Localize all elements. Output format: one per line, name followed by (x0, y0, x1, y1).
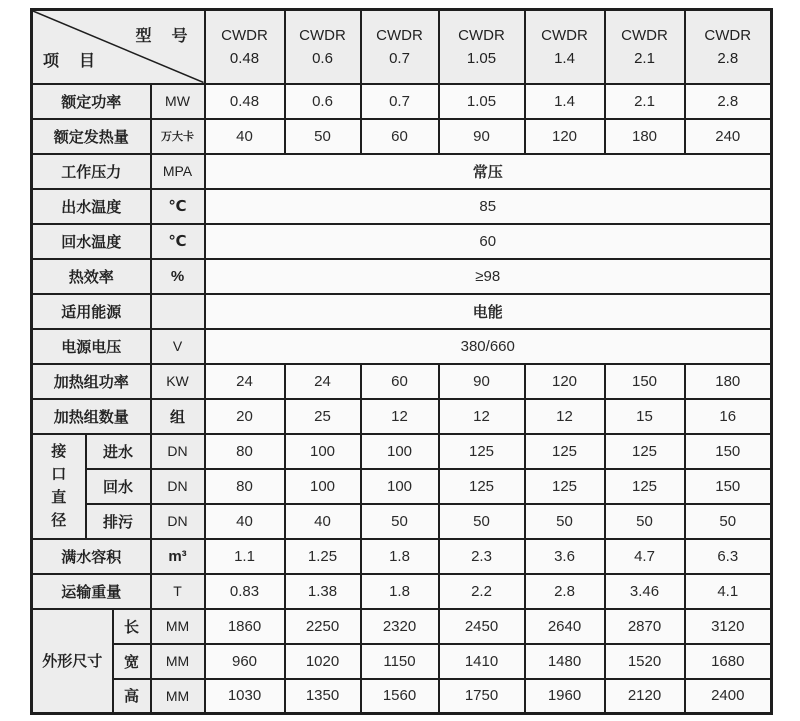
model-series: CWDR (299, 26, 346, 44)
value-cell: 50 (361, 504, 439, 539)
model-size: 0.7 (389, 49, 410, 67)
value-cell: 1350 (285, 679, 361, 714)
value-cell: 50 (439, 504, 525, 539)
value-cell: 20 (205, 399, 285, 434)
model-series: CWDR (621, 26, 668, 44)
model-series: CWDR (458, 26, 505, 44)
supply-voltage-value: 380/660 (205, 329, 772, 364)
value-cell: 960 (205, 644, 285, 679)
value-cell: 3120 (685, 609, 772, 644)
value-cell: 150 (685, 434, 772, 469)
table-row-dim-width (32, 644, 772, 679)
table-row-heating-group-power (32, 364, 772, 399)
return-temp-label: 回水温度 (32, 224, 151, 259)
value-cell: 125 (439, 469, 525, 504)
value-cell: 1.38 (285, 574, 361, 609)
model-header (285, 10, 361, 84)
pipe-drain-unit: DN (151, 504, 205, 539)
value-cell: 90 (439, 119, 525, 154)
energy-source-unit (151, 294, 205, 329)
header-row (32, 10, 772, 84)
model-header (439, 10, 525, 84)
value-cell: 3.6 (525, 539, 605, 574)
value-cell: 15 (605, 399, 685, 434)
thermal-efficiency-unit: % (151, 259, 205, 294)
value-cell: 2400 (685, 679, 772, 714)
value-cell: 150 (685, 469, 772, 504)
value-cell: 125 (525, 434, 605, 469)
transport-weight-unit: T (151, 574, 205, 609)
value-cell: 1150 (361, 644, 439, 679)
corner-model-label: 型 号 (135, 28, 190, 45)
value-cell: 50 (685, 504, 772, 539)
value-cell: 90 (439, 364, 525, 399)
value-cell: 24 (205, 364, 285, 399)
rated-power-unit: MW (151, 84, 205, 119)
value-cell: 240 (685, 119, 772, 154)
transport-weight-label: 运输重量 (32, 574, 151, 609)
value-cell: 125 (439, 434, 525, 469)
value-cell: 2.2 (439, 574, 525, 609)
table-row-outlet-temp (32, 189, 772, 224)
model-size: 1.05 (466, 49, 497, 67)
value-cell: 125 (605, 434, 685, 469)
corner-item-label: 项 目 (43, 52, 98, 70)
value-cell: 60 (361, 364, 439, 399)
spec-table (30, 8, 773, 715)
value-cell: 100 (285, 434, 361, 469)
value-cell: 4.7 (605, 539, 685, 574)
table-row-energy-source (32, 294, 772, 329)
dim-width-unit: MM (151, 644, 205, 679)
model-series: CWDR (221, 26, 268, 44)
value-cell: 50 (525, 504, 605, 539)
table-row-working-pressure (32, 154, 772, 189)
value-cell: 1860 (205, 609, 285, 644)
table-row-pipe-drain (32, 504, 772, 539)
value-cell: 1.05 (439, 84, 525, 119)
value-cell: 1.8 (361, 539, 439, 574)
dim-width-label: 宽 (113, 644, 151, 679)
value-cell: 125 (525, 469, 605, 504)
model-size: 2.8 (717, 49, 739, 67)
value-cell: 1.8 (361, 574, 439, 609)
value-cell: 1560 (361, 679, 439, 714)
value-cell: 2.8 (685, 84, 772, 119)
value-cell: 1030 (205, 679, 285, 714)
table-row-thermal-efficiency (32, 259, 772, 294)
dim-height-unit: MM (151, 679, 205, 714)
value-cell: 16 (685, 399, 772, 434)
table-row-rated-heat (32, 119, 772, 154)
outlet-temp-unit: ℃ (151, 189, 205, 224)
value-cell: 1520 (605, 644, 685, 679)
working-pressure-value: 常压 (205, 154, 772, 189)
value-cell: 0.7 (361, 84, 439, 119)
table-row-rated-power (32, 84, 772, 119)
value-cell: 100 (285, 469, 361, 504)
table-row-dim-height (32, 679, 772, 714)
value-cell: 2870 (605, 609, 685, 644)
value-cell: 2640 (525, 609, 605, 644)
value-cell: 40 (205, 119, 285, 154)
value-cell: 25 (285, 399, 361, 434)
value-cell: 1750 (439, 679, 525, 714)
value-cell: 4.1 (685, 574, 772, 609)
value-cell: 1480 (525, 644, 605, 679)
value-cell: 2120 (605, 679, 685, 714)
supply-voltage-unit: V (151, 329, 205, 364)
table-row-pipe-return (32, 469, 772, 504)
value-cell: 1960 (525, 679, 605, 714)
dim-length-unit: MM (151, 609, 205, 644)
table-row-return-temp (32, 224, 772, 259)
value-cell: 12 (361, 399, 439, 434)
working-pressure-label: 工作压力 (32, 154, 151, 189)
value-cell: 0.48 (205, 84, 285, 119)
energy-source-label: 适用能源 (32, 294, 151, 329)
dim-height-label: 高 (113, 679, 151, 714)
energy-source-value: 电能 (205, 294, 772, 329)
model-header (685, 10, 772, 84)
full-water-volume-label: 满水容积 (32, 539, 151, 574)
model-size: 2.1 (634, 49, 655, 67)
value-cell: 120 (525, 364, 605, 399)
value-cell: 12 (439, 399, 525, 434)
table-row-transport-weight (32, 574, 772, 609)
value-cell: 12 (525, 399, 605, 434)
value-cell: 6.3 (685, 539, 772, 574)
value-cell: 1680 (685, 644, 772, 679)
table-row-dim-length (32, 609, 772, 644)
outlet-temp-value: 85 (205, 189, 772, 224)
value-cell: 2.1 (605, 84, 685, 119)
value-cell: 125 (605, 469, 685, 504)
value-cell: 1410 (439, 644, 525, 679)
return-temp-value: 60 (205, 224, 772, 259)
model-header (605, 10, 685, 84)
rated-heat-label: 额定发热量 (32, 119, 151, 154)
value-cell: 1020 (285, 644, 361, 679)
pipe-drain-label: 排污 (86, 504, 151, 539)
value-cell: 2320 (361, 609, 439, 644)
return-temp-unit: ℃ (151, 224, 205, 259)
outlet-temp-label: 出水温度 (32, 189, 151, 224)
pipe-diameter-group-label (32, 434, 86, 539)
value-cell: 150 (605, 364, 685, 399)
model-series: CWDR (376, 26, 423, 44)
model-header (205, 10, 285, 84)
pipe-diameter-group-label-text: 接口直径 (51, 442, 67, 530)
value-cell: 120 (525, 119, 605, 154)
full-water-volume-unit: m³ (151, 539, 205, 574)
value-cell: 80 (205, 469, 285, 504)
value-cell: 180 (605, 119, 685, 154)
value-cell: 1.4 (525, 84, 605, 119)
value-cell: 2.8 (525, 574, 605, 609)
working-pressure-unit: MPA (151, 154, 205, 189)
value-cell: 2250 (285, 609, 361, 644)
value-cell: 100 (361, 469, 439, 504)
heating-group-count-unit: 组 (151, 399, 205, 434)
value-cell: 50 (605, 504, 685, 539)
thermal-efficiency-label: 热效率 (32, 259, 151, 294)
table-row-full-water-volume (32, 539, 772, 574)
rated-power-label: 额定功率 (32, 84, 151, 119)
heating-group-count-label: 加热组数量 (32, 399, 151, 434)
thermal-efficiency-value: ≥98 (205, 259, 772, 294)
model-size: 0.48 (229, 49, 260, 67)
pipe-return-label: 回水 (86, 469, 151, 504)
table-row-heating-group-count (32, 399, 772, 434)
heating-group-power-unit: KW (151, 364, 205, 399)
value-cell: 2450 (439, 609, 525, 644)
value-cell: 3.46 (605, 574, 685, 609)
table-row-pipe-inlet (32, 434, 772, 469)
value-cell: 60 (361, 119, 439, 154)
value-cell: 2.3 (439, 539, 525, 574)
dim-length-label: 长 (113, 609, 151, 644)
dimensions-group-label: 外形尺寸 (32, 609, 113, 714)
model-size: 1.4 (554, 49, 575, 67)
model-size: 0.6 (312, 49, 333, 67)
heating-group-power-label: 加热组功率 (32, 364, 151, 399)
value-cell: 50 (285, 119, 361, 154)
rated-heat-unit: 万大卡 (151, 119, 205, 154)
table-row-supply-voltage (32, 329, 772, 364)
model-header (361, 10, 439, 84)
model-series: CWDR (704, 26, 752, 44)
model-header (525, 10, 605, 84)
value-cell: 1.1 (205, 539, 285, 574)
supply-voltage-label: 电源电压 (32, 329, 151, 364)
pipe-inlet-unit: DN (151, 434, 205, 469)
corner-header-cell (32, 10, 205, 84)
value-cell: 0.6 (285, 84, 361, 119)
value-cell: 24 (285, 364, 361, 399)
value-cell: 80 (205, 434, 285, 469)
value-cell: 40 (285, 504, 361, 539)
value-cell: 0.83 (205, 574, 285, 609)
value-cell: 180 (685, 364, 772, 399)
pipe-return-unit: DN (151, 469, 205, 504)
value-cell: 1.25 (285, 539, 361, 574)
pipe-inlet-label: 进水 (86, 434, 151, 469)
model-series: CWDR (541, 26, 588, 44)
value-cell: 100 (361, 434, 439, 469)
value-cell: 40 (205, 504, 285, 539)
